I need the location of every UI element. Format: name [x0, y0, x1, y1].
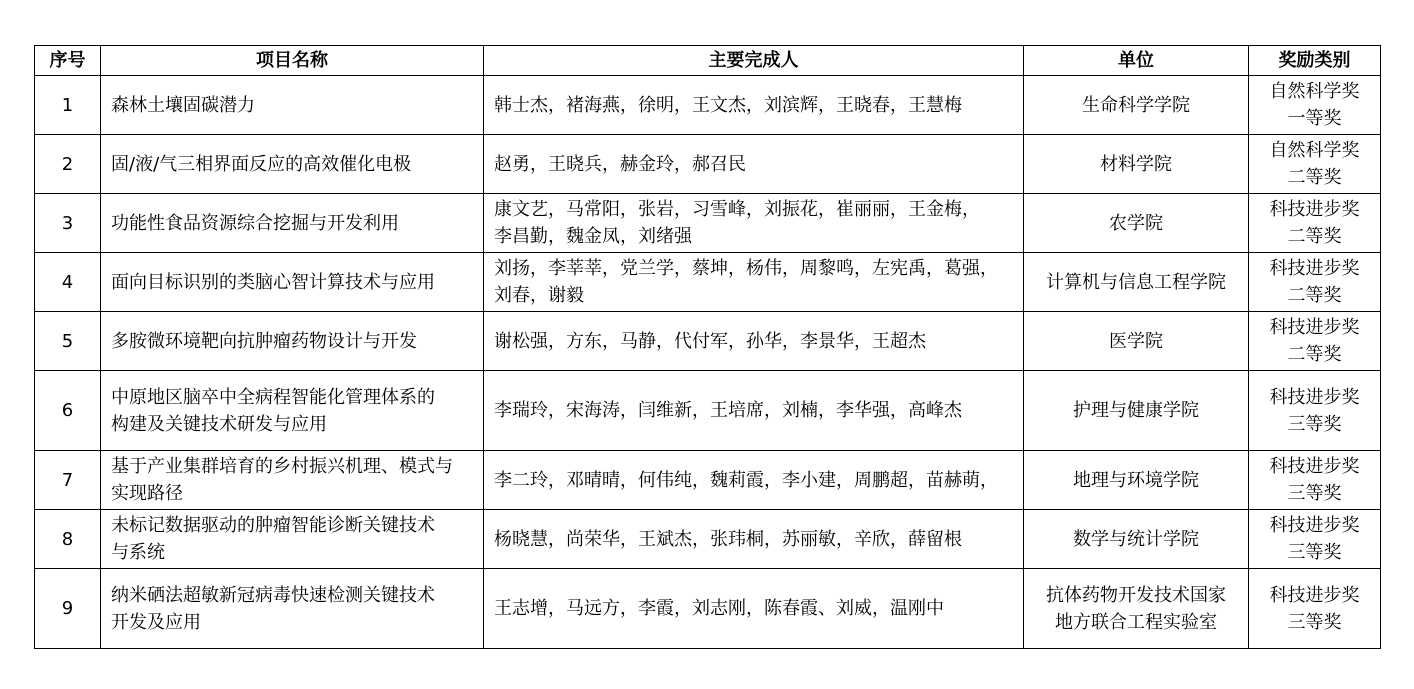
cell-index: 3: [35, 194, 101, 253]
cell-award-line: 科技进步奖: [1269, 584, 1360, 606]
table-row: [35, 451, 1381, 510]
cell-unit-line: 医学院: [1109, 330, 1163, 352]
cell-unit: [1024, 510, 1249, 569]
cell-unit: [1024, 76, 1249, 135]
table-row: [35, 253, 1381, 312]
cell-index: 1: [35, 76, 101, 135]
cell-award-line: 科技进步奖: [1269, 317, 1360, 338]
cell-index: 9: [35, 569, 101, 649]
cell-award: [1249, 569, 1381, 649]
cell-project-name: [101, 510, 484, 569]
cell-contributors-line: 杨晓慧，尚荣华，王斌杰，张玮桐，苏丽敏，辛欣，薛留根: [494, 528, 962, 550]
cell-award: [1249, 371, 1381, 451]
cell-project-name: [101, 451, 484, 510]
cell-index: 5: [35, 312, 101, 371]
cell-award-line: 自然科学奖: [1269, 81, 1360, 102]
cell-unit-line: 护理与健康学院: [1073, 400, 1199, 421]
header-row: [35, 46, 1381, 76]
cell-project-name: [101, 312, 484, 371]
cell-contributors: [484, 194, 1024, 253]
table-row: [35, 569, 1381, 649]
header-award-category: 奖励类别: [1249, 46, 1381, 76]
awards-table: [34, 45, 1381, 649]
cell-contributors: [484, 510, 1024, 569]
cell-project-name-line: 面向目标识别的类脑心智计算技术与应用: [111, 271, 435, 293]
header-main-contributors: 主要完成人: [484, 46, 1024, 76]
cell-award: [1249, 194, 1381, 253]
table-header: [35, 46, 1381, 76]
cell-contributors: [484, 135, 1024, 194]
cell-project-name-line: 基于产业集群培育的乡村振兴机理、模式与: [111, 456, 453, 477]
cell-project-name: [101, 194, 484, 253]
cell-unit: [1024, 371, 1249, 451]
cell-project-name: [101, 569, 484, 649]
cell-contributors-line: 王志增，马远方，李霞，刘志刚，陈春霞、刘威，温刚中: [494, 598, 944, 619]
cell-award: [1249, 510, 1381, 569]
table-row: [35, 76, 1381, 135]
cell-contributors-line: 刘春，谢毅: [494, 285, 584, 306]
cell-award: [1249, 451, 1381, 510]
cell-unit-line: 生命科学学院: [1082, 94, 1190, 116]
cell-index: 2: [35, 135, 101, 194]
cell-project-name-line: 与系统: [111, 542, 165, 563]
cell-award: [1249, 253, 1381, 312]
table-row: [35, 194, 1381, 253]
cell-award-line: 三等奖: [1287, 542, 1342, 563]
cell-contributors-line: 韩士杰，褚海燕，徐明，王文杰，刘滨辉，王晓春，王慧梅: [494, 94, 962, 116]
cell-award: [1249, 312, 1381, 371]
cell-award: [1249, 135, 1381, 194]
cell-project-name-line: 中原地区脑卒中全病程智能化管理体系的: [111, 386, 435, 408]
cell-contributors: [484, 569, 1024, 649]
header-index: 序号: [35, 46, 101, 76]
cell-project-name: [101, 253, 484, 312]
cell-project-name-line: 开发及应用: [111, 611, 201, 633]
cell-unit-line: 抗体药物开发技术国家: [1046, 584, 1226, 606]
table-row: [35, 135, 1381, 194]
cell-contributors: [484, 371, 1024, 451]
table-body: [35, 76, 1381, 649]
cell-contributors-line: 康文艺，马常阳，张岩，习雪峰，刘振花，崔丽丽，王金梅，: [494, 199, 980, 220]
cell-contributors: [484, 451, 1024, 510]
table-row: [35, 312, 1381, 371]
cell-unit: [1024, 312, 1249, 371]
cell-award-line: 二等奖: [1287, 226, 1342, 247]
cell-unit-line: 计算机与信息工程学院: [1046, 271, 1226, 293]
cell-contributors-line: 刘扬，李莘莘，党兰学，蔡坤，杨伟，周黎鸣，左宪禹，葛强，: [494, 258, 998, 279]
cell-project-name-line: 构建及关键技术研发与应用: [111, 413, 327, 435]
cell-contributors-line: 李二玲，邓晴晴，何伟纯，魏莉霞，李小建，周鹏超，苗赫萌，: [494, 469, 998, 491]
cell-index: 4: [35, 253, 101, 312]
cell-project-name: [101, 76, 484, 135]
cell-unit: [1024, 194, 1249, 253]
cell-unit-line: 数学与统计学院: [1073, 528, 1199, 550]
cell-unit: [1024, 451, 1249, 510]
cell-unit: [1024, 569, 1249, 649]
cell-project-name-line: 功能性食品资源综合挖掘与开发利用: [111, 212, 399, 234]
cell-unit-line: 地方联合工程实验室: [1055, 611, 1217, 633]
cell-award-line: 二等奖: [1287, 167, 1342, 188]
header-project-name: 项目名称: [101, 46, 484, 76]
table-row: [35, 510, 1381, 569]
cell-award-line: 科技进步奖: [1269, 258, 1360, 279]
cell-contributors: [484, 253, 1024, 312]
cell-index: 6: [35, 371, 101, 451]
cell-award-line: 二等奖: [1287, 344, 1342, 365]
cell-unit-line: 材料学院: [1100, 153, 1172, 175]
cell-project-name-line: 纳米硒法超敏新冠病毒快速检测关键技术: [111, 584, 435, 606]
cell-contributors-line: 谢松强，方东，马静，代付军，孙华，李景华，王超杰: [494, 330, 926, 352]
cell-unit-line: 地理与环境学院: [1073, 469, 1199, 491]
cell-index: 7: [35, 451, 101, 510]
cell-contributors-line: 李昌勤，魏金凤，刘绪强: [494, 226, 692, 247]
cell-project-name-line: 固/液/气三相界面反应的高效催化电极: [111, 153, 412, 175]
cell-index: 8: [35, 510, 101, 569]
cell-project-name-line: 未标记数据驱动的肿瘤智能诊断关键技术: [111, 515, 435, 536]
cell-project-name-line: 多胺微环境靶向抗肿瘤药物设计与开发: [111, 330, 417, 352]
cell-award-line: 科技进步奖: [1269, 386, 1360, 408]
cell-award-line: 一等奖: [1287, 108, 1342, 129]
cell-award-line: 科技进步奖: [1269, 199, 1360, 220]
table-row: [35, 371, 1381, 451]
cell-award-line: 二等奖: [1287, 285, 1342, 306]
cell-contributors: [484, 76, 1024, 135]
header-unit: 单位: [1024, 46, 1249, 76]
cell-contributors: [484, 312, 1024, 371]
cell-unit: [1024, 135, 1249, 194]
cell-award-line: 三等奖: [1287, 483, 1342, 504]
cell-award-line: 三等奖: [1287, 611, 1342, 633]
cell-award: [1249, 76, 1381, 135]
cell-project-name: [101, 135, 484, 194]
cell-project-name-line: 实现路径: [111, 483, 183, 504]
cell-contributors-line: 赵勇，王晓兵，赫金玲，郝召民: [494, 153, 746, 175]
cell-award-line: 科技进步奖: [1269, 456, 1360, 477]
cell-project-name: [101, 371, 484, 451]
cell-project-name-line: 森林土壤固碳潜力: [111, 94, 255, 116]
cell-unit: [1024, 253, 1249, 312]
cell-award-line: 三等奖: [1287, 413, 1342, 435]
cell-award-line: 科技进步奖: [1269, 515, 1360, 536]
cell-unit-line: 农学院: [1109, 212, 1163, 234]
cell-contributors-line: 李瑞玲，宋海涛，闫维新，王培席，刘楠，李华强，高峰杰: [494, 400, 962, 421]
cell-award-line: 自然科学奖: [1269, 140, 1360, 161]
